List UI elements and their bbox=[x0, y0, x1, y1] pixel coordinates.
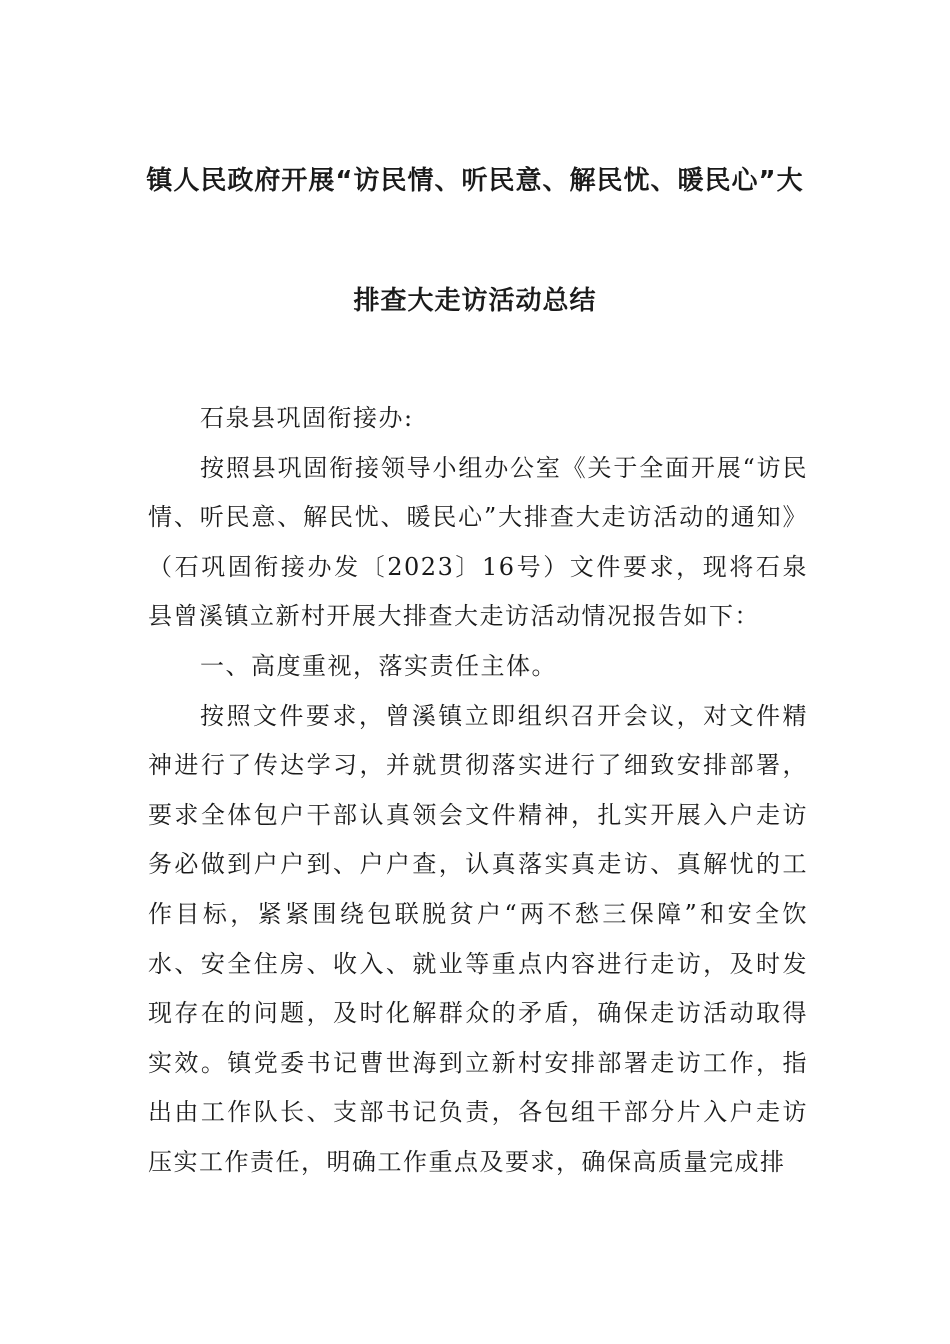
document-title-line-1: 镇人民政府开展“访民情、听民意、解民忧、暖民心”大 bbox=[146, 166, 804, 196]
section-heading-1: 一、高度重视，落实责任主体。 bbox=[200, 651, 557, 680]
paragraph-notice: 按照县巩固衔接领导小组办公室《关于全面开展“访民情、听民意、解民忧、暖民心”大排查大走访活动的通知》（石巩固衔接办发〔2023〕16号）文件要求，现将石泉县曾溪镇立新村开展大排查大走访活动情况报告如下： bbox=[148, 453, 808, 631]
paragraph-section-1: 按照文件要求，曾溪镇立即组织召开会议，对文件精神进行了传达学习，并就贯彻落实进行了细致安排部署，要求全体包户干部认真领会文件精神，扎实开展入户走访务必做到户户到、户户查，认真落实真走访、真解忧的工作目标，紧紧围绕包联脱贫户“两不愁三保障”和安全饮水、安全住房、收入、就业等重点内容进行走访，及时发现存在的问题，及时化解群众的矛盾，确保走访活动取得实效。镇党委书记曹世海到立新村安排部署走访工作，指出由工作队长、支部书记负责，各包组干部分片入户走访压实工作责任，明确工作重点及要求，确保高质量完成排 bbox=[148, 701, 808, 1176]
salutation: 石泉县巩固衔接办: bbox=[200, 404, 414, 432]
document-body bbox=[148, 394, 808, 1188]
document-title-line-2: 排查大走访活动总结 bbox=[353, 286, 597, 316]
